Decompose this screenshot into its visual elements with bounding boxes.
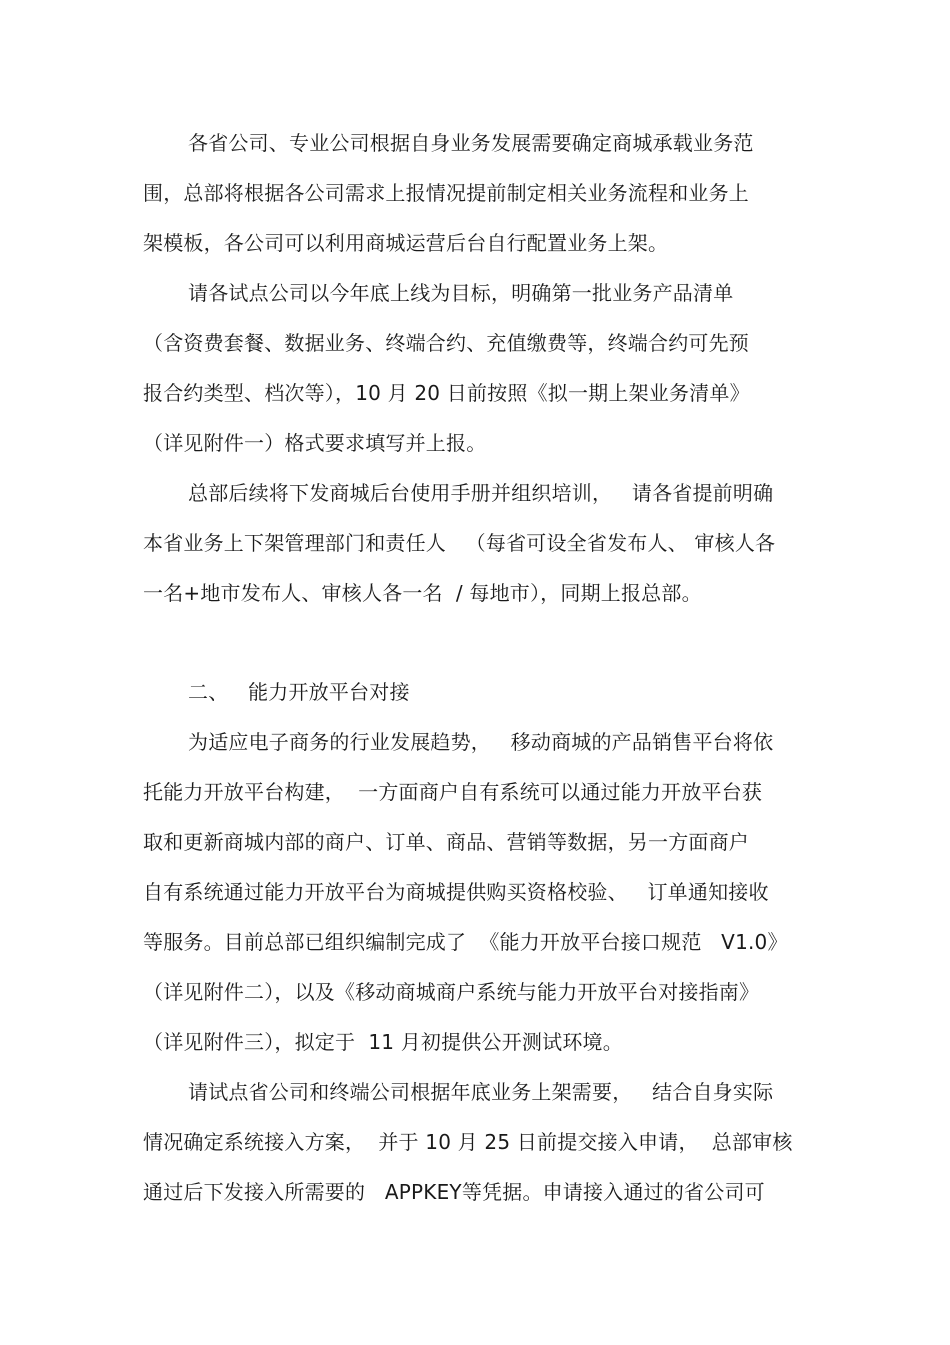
paragraph-5-line-3: 通过后下发接入所需要的 APPKEY等凭据。申请接入通过的省公司可 [143, 1180, 765, 1204]
paragraph-5-line-1: 请试点省公司和终端公司根据年底业务上架需要， 结合自身实际 [188, 1080, 774, 1104]
paragraph-4-line-2: 托能力开放平台构建， 一方面商户自有系统可以通过能力开放平台获 [143, 780, 763, 804]
paragraph-4-line-4: 自有系统通过能力开放平台为商城提供购买资格校验、 订单通知接收 [143, 880, 769, 904]
paragraph-1-line-1: 各省公司、专业公司根据自身业务发展需要确定商城承载业务范 [188, 131, 754, 155]
section-heading: 二、 能力开放平台对接 [188, 680, 410, 704]
paragraph-4-line-5: 等服务。目前总部已组织编制完成了 《能力开放平台接口规范 V1.0》 [143, 930, 788, 954]
paragraph-2-line-3: 报合约类型、档次等），10 月 20 日前按照《拟一期上架业务清单》 [143, 381, 750, 405]
paragraph-2-line-1: 请各试点公司以今年底上线为目标，明确第一批业务产品清单 [188, 281, 734, 305]
paragraph-4-line-6: （详见附件二），以及《移动商城商户系统与能力开放平台对接指南》 [143, 980, 760, 1004]
paragraph-5-line-2: 情况确定系统接入方案， 并于 10 月 25 日前提交接入申请， 总部审核 [143, 1130, 793, 1154]
paragraph-4-line-1: 为适应电子商务的行业发展趋势， 移动商城的产品销售平台将依 [188, 730, 774, 754]
paragraph-1-line-2: 围，总部将根据各公司需求上报情况提前制定相关业务流程和业务上 [143, 181, 749, 205]
paragraph-2-line-2: （含资费套餐、数据业务、终端合约、充值缴费等，终端合约可先预 [143, 331, 749, 355]
paragraph-4-line-3: 取和更新商城内部的商户、订单、商品、营销等数据，另一方面商户 [143, 830, 749, 854]
paragraph-3-line-3: 一名+地市发布人、审核人各一名 / 每地市），同期上报总部。 [143, 581, 702, 605]
paragraph-4-line-7: （详见附件三），拟定于 11 月初提供公开测试环境。 [143, 1030, 623, 1054]
paragraph-3-line-2: 本省业务上下架管理部门和责任人 （每省可设全省发布人、 审核人各 [143, 531, 776, 555]
paragraph-3-line-1: 总部后续将下发商城后台使用手册并组织培训， 请各省提前明确 [188, 481, 774, 505]
paragraph-1-line-3: 架模板，各公司可以利用商城运营后台自行配置业务上架。 [143, 231, 669, 255]
paragraph-2-line-4: （详见附件一）格式要求填写并上报。 [143, 431, 487, 455]
